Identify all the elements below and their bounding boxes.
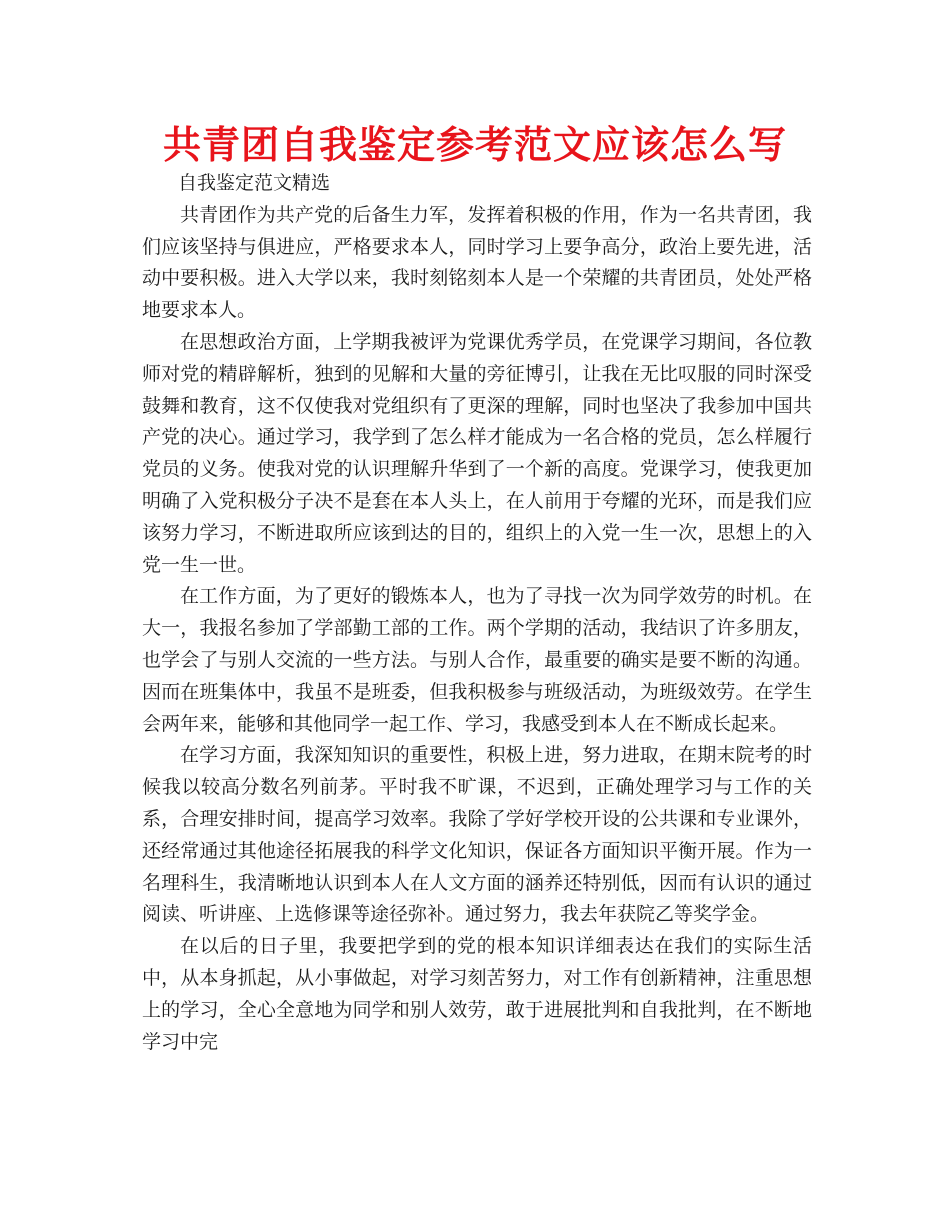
page-title: 共青团自我鉴定参考范文应该怎么写 (162, 123, 787, 167)
document-body (142, 168, 812, 1058)
paragraph-future: 在以后的日子里，我要把学到的党的根本知识详细表达在我们的实际生活中，从本身抓起，从小事做起，对学习刻苦努力，对工作有创新精神，注重思想上的学习，全心全意地为同学和别人效劳，敢于进展批判和自我批判，在不断地学习中完 (142, 935, 812, 1053)
paragraph-political: 在思想政治方面，上学期我被评为党课优秀学员，在党课学习期间，各位教师对党的精辟解析，独到的见解和大量的旁征博引，让我在无比叹服的同时深受鼓舞和教育，这不仅使我对党组织有了更深的理解，同时也坚决了我参加中国共产党的决心。通过学习，我学到了怎么样才能成为一名合格的党员，怎么样履行党员的义务。使我对党的认识理解升华到了一个新的高度。党课学习，使我更加明确了入党积极分子决不是套在本人头上，在人前用于夸耀的光环，而是我们应该努力学习，不断进取所应该到达的目的，组织上的入党一生一次，思想上的入党一生一世。 (142, 330, 812, 576)
paragraph-study: 在学习方面，我深知知识的重要性，积极上进，努力进取，在期末院考的时候我以较高分数名列前茅。平时我不旷课，不迟到，正确处理学习与工作的关系，合理安排时间，提高学习效率。我除了学好学校开设的公共课和专业课外，还经常通过其他途径拓展我的科学文化知识，保证各方面知识平衡开展。作为一名理科生，我清晰地认识到本人在人文方面的涵养还特别低，因而有认识的通过阅读、听讲座、上选修课等途径弥补。通过努力，我去年获院乙等奖学金。 (142, 744, 812, 926)
paragraph-intro: 共青团作为共产党的后备生力军，发挥着积极的作用，作为一名共青团，我们应该坚持与俱进应，严格要求本人，同时学习上要争高分，政治上要先进，活动中要积极。进入大学以来，我时刻铭刻本人是一个荣耀的共青团员，处处严格地要求本人。 (142, 203, 812, 322)
document-subtitle: 自我鉴定范文精选 (178, 172, 331, 194)
paragraph-work: 在工作方面，为了更好的锻炼本人，也为了寻找一次为同学效劳的时机。在大一，我报名参加了学部勤工部的工作。两个学期的活动，我结识了许多朋友，也学会了与别人交流的一些方法。与别人合作，最重要的确实是要不断的沟通。因而在班集体中，我虽不是班委，但我积极参与班级活动，为班级效劳。在学生会两年来，能够和其他同学一起工作、学习，我感受到本人在不断成长起来。 (142, 585, 812, 735)
